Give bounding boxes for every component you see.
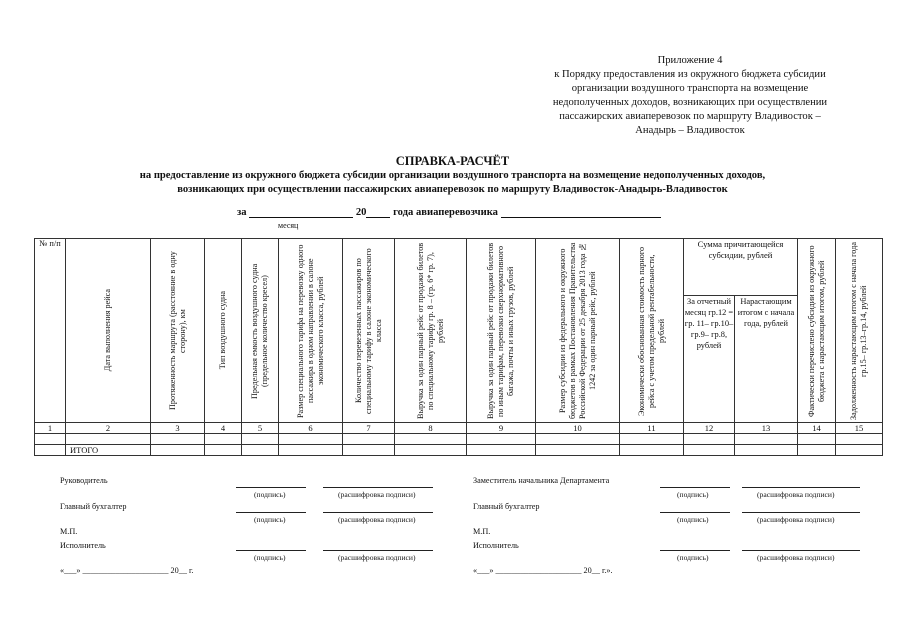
appendix-line: пассажирских авиаперевозок по маршруту Владивосток – [559,111,821,122]
header-special-revenue: Выручка за один парный рейс от продажи билетов по специальному тарифу гр. 8 – (гр. 6* гр. 7), рублей [395,239,467,423]
sig-right-head-sign-line[interactable] [660,487,730,488]
sig-left-acc-decode-line[interactable] [323,512,433,513]
document-title: СПРАВКА-РАСЧЁТ [395,154,510,168]
decode-caption: (расшифровка подписи) [338,515,416,524]
subtitle-line: на предоставление из окружного бюджета субсидии организации воздушного транспорта на возмещение недополученных доходов, [139,170,766,181]
appendix-line: организации воздушного транспорта на возмещение [571,83,809,94]
column-number: 15 [836,423,883,434]
sig-caption: (подпись) [254,490,286,499]
sig-right-executor: Исполнитель [473,541,519,550]
header-route-length: Протяженность маршрута (расстояние в одну сторону), км [151,239,205,423]
total-label: ИТОГО [66,445,151,456]
sig-right-acc-sign-line[interactable] [660,512,730,513]
column-number: 4 [205,423,242,434]
column-number: 1 [35,423,66,434]
sig-left-head-sign-line[interactable] [236,487,306,488]
header-aircraft-type: Тип воздушного судна [205,239,242,423]
sig-right-mp: М.П. [473,527,491,536]
column-number: 14 [798,423,836,434]
sig-caption: (подпись) [677,490,709,499]
column-number: 7 [343,423,395,434]
column-number: 3 [151,423,205,434]
sig-left-acc-sign-line[interactable] [236,512,306,513]
appendix-line: Анадырь – Владивосток [635,125,745,136]
sig-left-mp: М.П. [60,527,78,536]
column-number: 12 [684,423,735,434]
sig-caption: (подпись) [677,553,709,562]
sig-left-head: Руководитель [60,476,108,485]
appendix-line: Приложение 4 [657,55,723,66]
decode-caption: (расшифровка подписи) [757,490,835,499]
sig-left-accountant: Главный бухгалтер [60,502,127,511]
decode-caption: (расшифровка подписи) [757,515,835,524]
header-subsidy-month: За отчетный месяц гр.12 = гр. 11– гр.10– гр.9– гр.8, рублей [684,296,735,423]
sig-right-accountant: Главный бухгалтер [473,502,540,511]
sig-caption: (подпись) [677,515,709,524]
month-caption: месяц [278,221,299,230]
column-number: 11 [620,423,684,434]
column-number: 10 [536,423,620,434]
header-debt: Задолженность нарастающим итогом с начала года гр.15– гр.13–гр.14, рублей [836,239,883,423]
decode-caption: (расшифровка подписи) [338,490,416,499]
column-number: 2 [66,423,151,434]
sig-left-executor: Исполнитель [60,541,106,550]
appendix-line: недополученных доходов, возникающих при осуществлении [552,97,828,108]
header-special-tariff: Размер специального тарифа на перевозку одного пассажира в одном направлении в салоне экономического класса, рублей [279,239,343,423]
header-other-revenue: Выручка за один парный рейс от продажи билетов по иным тарифам, перевозки сверхнормативного багажа, почты и иных грузов, рублей [467,239,536,423]
sig-left-date: «___» _____________________ 20__ г. [60,566,194,575]
sig-right-head: Заместитель начальника Департамента [473,476,610,485]
sig-caption: (подпись) [254,515,286,524]
sig-caption: (подпись) [254,553,286,562]
subtitle-line: возникающих при осуществлении пассажирских авиаперевозок по маршруту Владивосток-Анадырь-Владивосток [177,183,728,195]
decode-caption: (расшифровка подписи) [338,553,416,562]
header-actual-transferred: Фактически перечислено субсидии из окружного бюджета с нарастающим итогом, рублей [798,239,836,423]
sig-right-date: «___» _____________________ 20__ г.». [473,566,613,575]
column-number: 9 [467,423,536,434]
header-justified-cost: Экономически обоснованная стоимость парного рейса с учетом предельной рентабельности, рублей [620,239,684,423]
sig-left-head-decode-line[interactable] [323,487,433,488]
column-number: 8 [395,423,467,434]
header-row-number: № п/п [35,239,66,423]
column-number: 6 [279,423,343,434]
column-number: 5 [242,423,279,434]
appendix-line: к Порядку предоставления из окружного бюджета субсидии [554,69,826,80]
period-year: 20 [355,207,367,218]
header-aircraft-capacity: Предельная емкость воздушного судна (предельное количество кресел) [242,239,279,423]
header-passenger-count: Количество перевезенных пассажиров по специальному тарифу в салоне экономического класса [343,239,395,423]
column-number: 13 [735,423,798,434]
period-prefix: за [237,207,247,218]
decode-caption: (расшифровка подписи) [757,553,835,562]
header-flight-date: Дата выполнения рейса [66,239,151,423]
header-subsidy-group: Сумма причитающейся субсидии, рублей [684,239,798,296]
sig-right-acc-decode-line[interactable] [742,512,860,513]
sig-right-exec-decode-line[interactable] [742,550,860,551]
sig-right-head-decode-line[interactable] [742,487,860,488]
sig-right-exec-sign-line[interactable] [660,550,730,551]
sig-left-exec-sign-line[interactable] [236,550,306,551]
header-subsidy-cumulative: Нарастающим итогом с начала года, рублей [735,296,798,423]
period-suffix: года авиаперевозчика [393,207,498,218]
sig-left-exec-decode-line[interactable] [323,550,433,551]
header-federal-subsidy: Размер субсидии из федерального и окружного бюджетов в рамках Постановления Правительства Российской Федерации от 25 декабря 2013 года № 1242 за один парный рейс, рублей [536,239,620,423]
